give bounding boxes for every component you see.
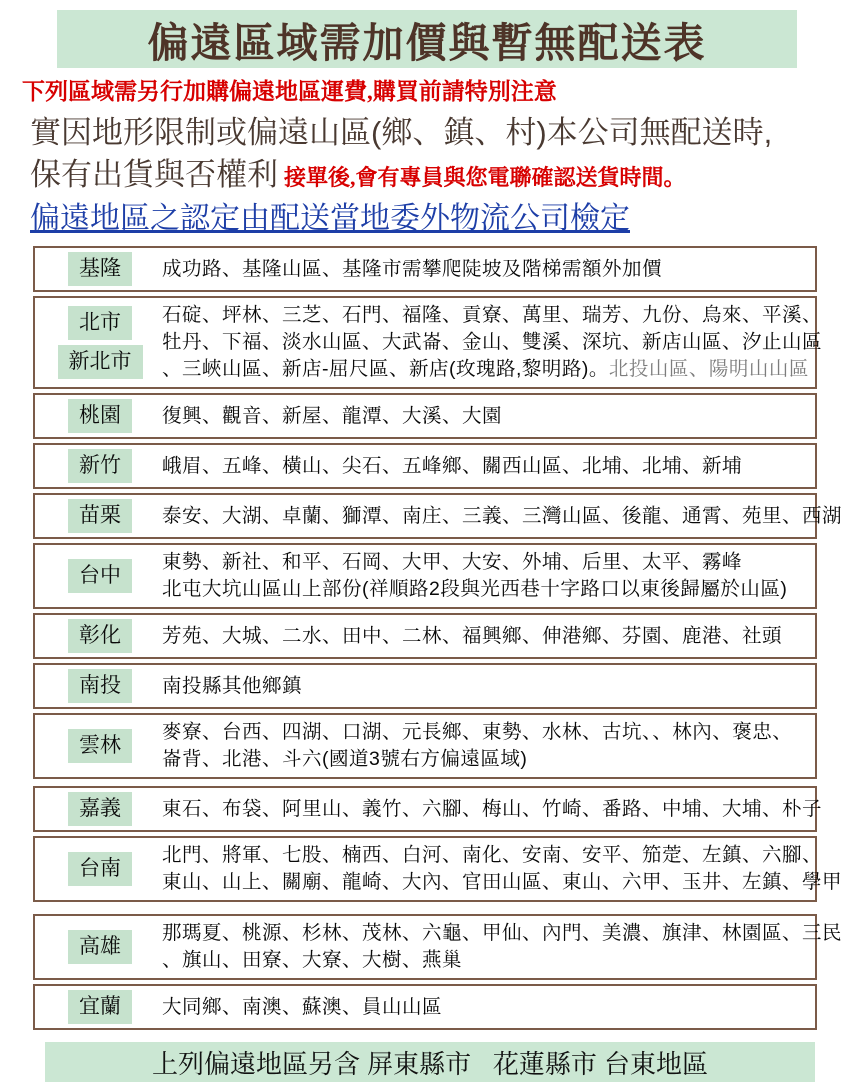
region-areas-segment: 北屯大坑山區山上部份(祥順路2段與光西巷十字路口以東後歸屬於山區) [162, 578, 788, 600]
region-label: 基隆 [68, 252, 132, 286]
region-label: 新竹 [68, 449, 132, 483]
table-row [33, 493, 843, 539]
table-row [33, 613, 817, 659]
region-areas-segment: 復興、觀音、新屋、龍潭、大溪、大園 [162, 404, 503, 427]
region-areas-segment: 北門、將軍、七股、楠西、白河、南化、安南、安平、笳萣、左鎮、六腳、 [162, 844, 823, 866]
region-label: 北市 [68, 306, 132, 340]
region-areas-line [162, 796, 822, 823]
region-areas [162, 673, 302, 700]
region-label: 苗栗 [68, 499, 132, 533]
region-areas-line [162, 302, 822, 329]
region-areas [162, 302, 822, 383]
region-areas-line [162, 329, 822, 356]
table-row [33, 914, 843, 980]
table-row [33, 443, 817, 489]
region-areas-segment: 、三峽山區、新店-屈尺區、新店(玫瑰路,黎明路)。 [162, 358, 609, 380]
surcharge-warning-text: 下列區域需另行加購偏遠地區運費,購買前請特別注意 [22, 79, 557, 104]
region-label: 南投 [68, 669, 132, 703]
region-label-cell [47, 499, 153, 533]
region-label: 台南 [68, 852, 132, 886]
region-areas-segment: 峨眉、五峰、橫山、尖石、五峰鄉、關西山區、北埔、北埔、新埔 [162, 454, 743, 477]
region-areas-line [162, 453, 742, 480]
region-label: 新北市 [58, 345, 143, 379]
region-label: 嘉義 [68, 792, 132, 826]
region-label-cell [47, 306, 153, 379]
region-label-cell [47, 990, 153, 1024]
region-areas-segment: 崙背、北港、斗六(國道3號右方偏遠區域) [162, 748, 528, 770]
region-areas [162, 719, 792, 773]
region-areas-line [162, 920, 842, 947]
region-areas [162, 549, 787, 603]
region-areas-line [162, 719, 792, 746]
region-label: 彰化 [68, 619, 132, 653]
region-table [33, 246, 843, 1030]
region-areas-segment: 東山、山上、關廟、龍崎、大內、官田山區、東山、六甲、玉井、左鎮、學甲 [162, 871, 843, 893]
policy-line-2 [30, 154, 850, 199]
region-areas-segment: 泰安、大湖、卓蘭、獅潭、南庄、三義、三灣山區、後龍、通霄、苑里、西湖 [162, 504, 843, 527]
region-areas [162, 403, 502, 430]
region-areas-line [162, 994, 442, 1021]
region-areas-line [162, 746, 792, 773]
policy-line-2-red-note: 接單後,會有專員與您電聯確認送貨時間。 [284, 165, 686, 190]
policy-line-2-main: 保有出貨與否權利 [30, 157, 278, 192]
region-areas [162, 842, 842, 896]
region-areas-line [162, 356, 822, 383]
title-banner [57, 10, 797, 68]
region-label-cell [47, 792, 153, 826]
region-areas-line [162, 842, 842, 869]
region-areas-line [162, 623, 782, 650]
region-areas [162, 994, 442, 1021]
region-areas-line [162, 256, 662, 283]
footer-text: 上列偏遠地區另含 屏東縣市 花蓮縣市 台東地區 [151, 1048, 709, 1079]
region-areas-line [162, 673, 302, 700]
table-row [33, 786, 823, 832]
region-areas-segment: 麥寮、台西、四湖、口湖、元長鄉、東勢、水林、古坑、、林內、褒忠、 [162, 721, 793, 743]
table-row [33, 296, 823, 389]
table-row [33, 246, 817, 292]
table-row [33, 663, 817, 709]
region-label-cell [47, 252, 153, 286]
region-label-cell [47, 669, 153, 703]
region-areas [162, 623, 782, 650]
region-label-cell [47, 930, 153, 964]
table-row [33, 984, 817, 1030]
table-row [33, 836, 843, 902]
policy-line-1: 實因地形限制或偏遠山區(鄉、鎮、村)本公司無配送時, [30, 115, 773, 150]
region-areas-segment: 芳苑、大城、二水、田中、二林、福興鄉、伸港鄉、芬園、鹿港、社頭 [162, 624, 783, 647]
table-row [33, 543, 817, 609]
region-areas-segment: 東石、布袋、阿里山、義竹、六腳、梅山、竹崎、番路、中埔、大埔、朴子 [162, 797, 823, 820]
region-areas [162, 503, 842, 530]
region-areas-segment: 南投縣其他鄉鎮 [162, 674, 303, 697]
region-areas-line [162, 869, 842, 896]
verification-note: 偏遠地區之認定由配送當地委外物流公司檢定 [30, 202, 630, 235]
region-label: 桃園 [68, 399, 132, 433]
region-areas-segment: 北投山區、陽明山山區 [608, 358, 809, 380]
table-row [33, 713, 817, 779]
region-label: 高雄 [68, 930, 132, 964]
page-title: 偏遠區域需加價與暫無配送表 [147, 19, 707, 66]
region-areas-segment: 大同鄉、南澳、蘇澳、員山山區 [162, 995, 443, 1018]
region-label-cell [47, 619, 153, 653]
region-areas-segment: 那瑪夏、桃源、杉林、茂林、六龜、甲仙、內門、美濃、旗津、林園區、三民 [162, 922, 843, 944]
region-label: 台中 [68, 559, 132, 593]
region-areas-line [162, 403, 502, 430]
region-areas [162, 256, 662, 283]
region-label-cell [47, 559, 153, 593]
region-areas-line [162, 549, 787, 576]
region-areas-segment: 、旗山、田寮、大寮、大樹、燕巢 [162, 949, 463, 971]
region-label-cell [47, 399, 153, 433]
region-areas-segment: 石碇、坪林、三芝、石門、福隆、貢寮、萬里、瑞芳、九份、烏來、平溪、 [162, 304, 823, 326]
region-areas-line [162, 947, 842, 974]
region-areas [162, 796, 822, 823]
region-label-cell [47, 729, 153, 763]
region-areas-segment: 成功路、基隆山區、基隆市需攀爬陡坡及階梯需額外加價 [162, 257, 663, 280]
region-areas [162, 920, 842, 974]
region-label-cell [47, 852, 153, 886]
region-areas-segment: 牡丹、下福、淡水山區、大武崙、金山、雙溪、深坑、新店山區、汐止山區 [162, 331, 823, 353]
footer-banner [45, 1042, 815, 1082]
region-areas-line [162, 503, 842, 530]
table-row [33, 393, 817, 439]
region-label-cell [47, 449, 153, 483]
region-areas-line [162, 576, 787, 603]
region-areas [162, 453, 742, 480]
region-label: 宜蘭 [68, 990, 132, 1024]
region-areas-segment: 東勢、新社、和平、石岡、大甲、大安、外埔、后里、太平、霧峰 [162, 551, 743, 573]
region-label: 雲林 [68, 729, 132, 763]
